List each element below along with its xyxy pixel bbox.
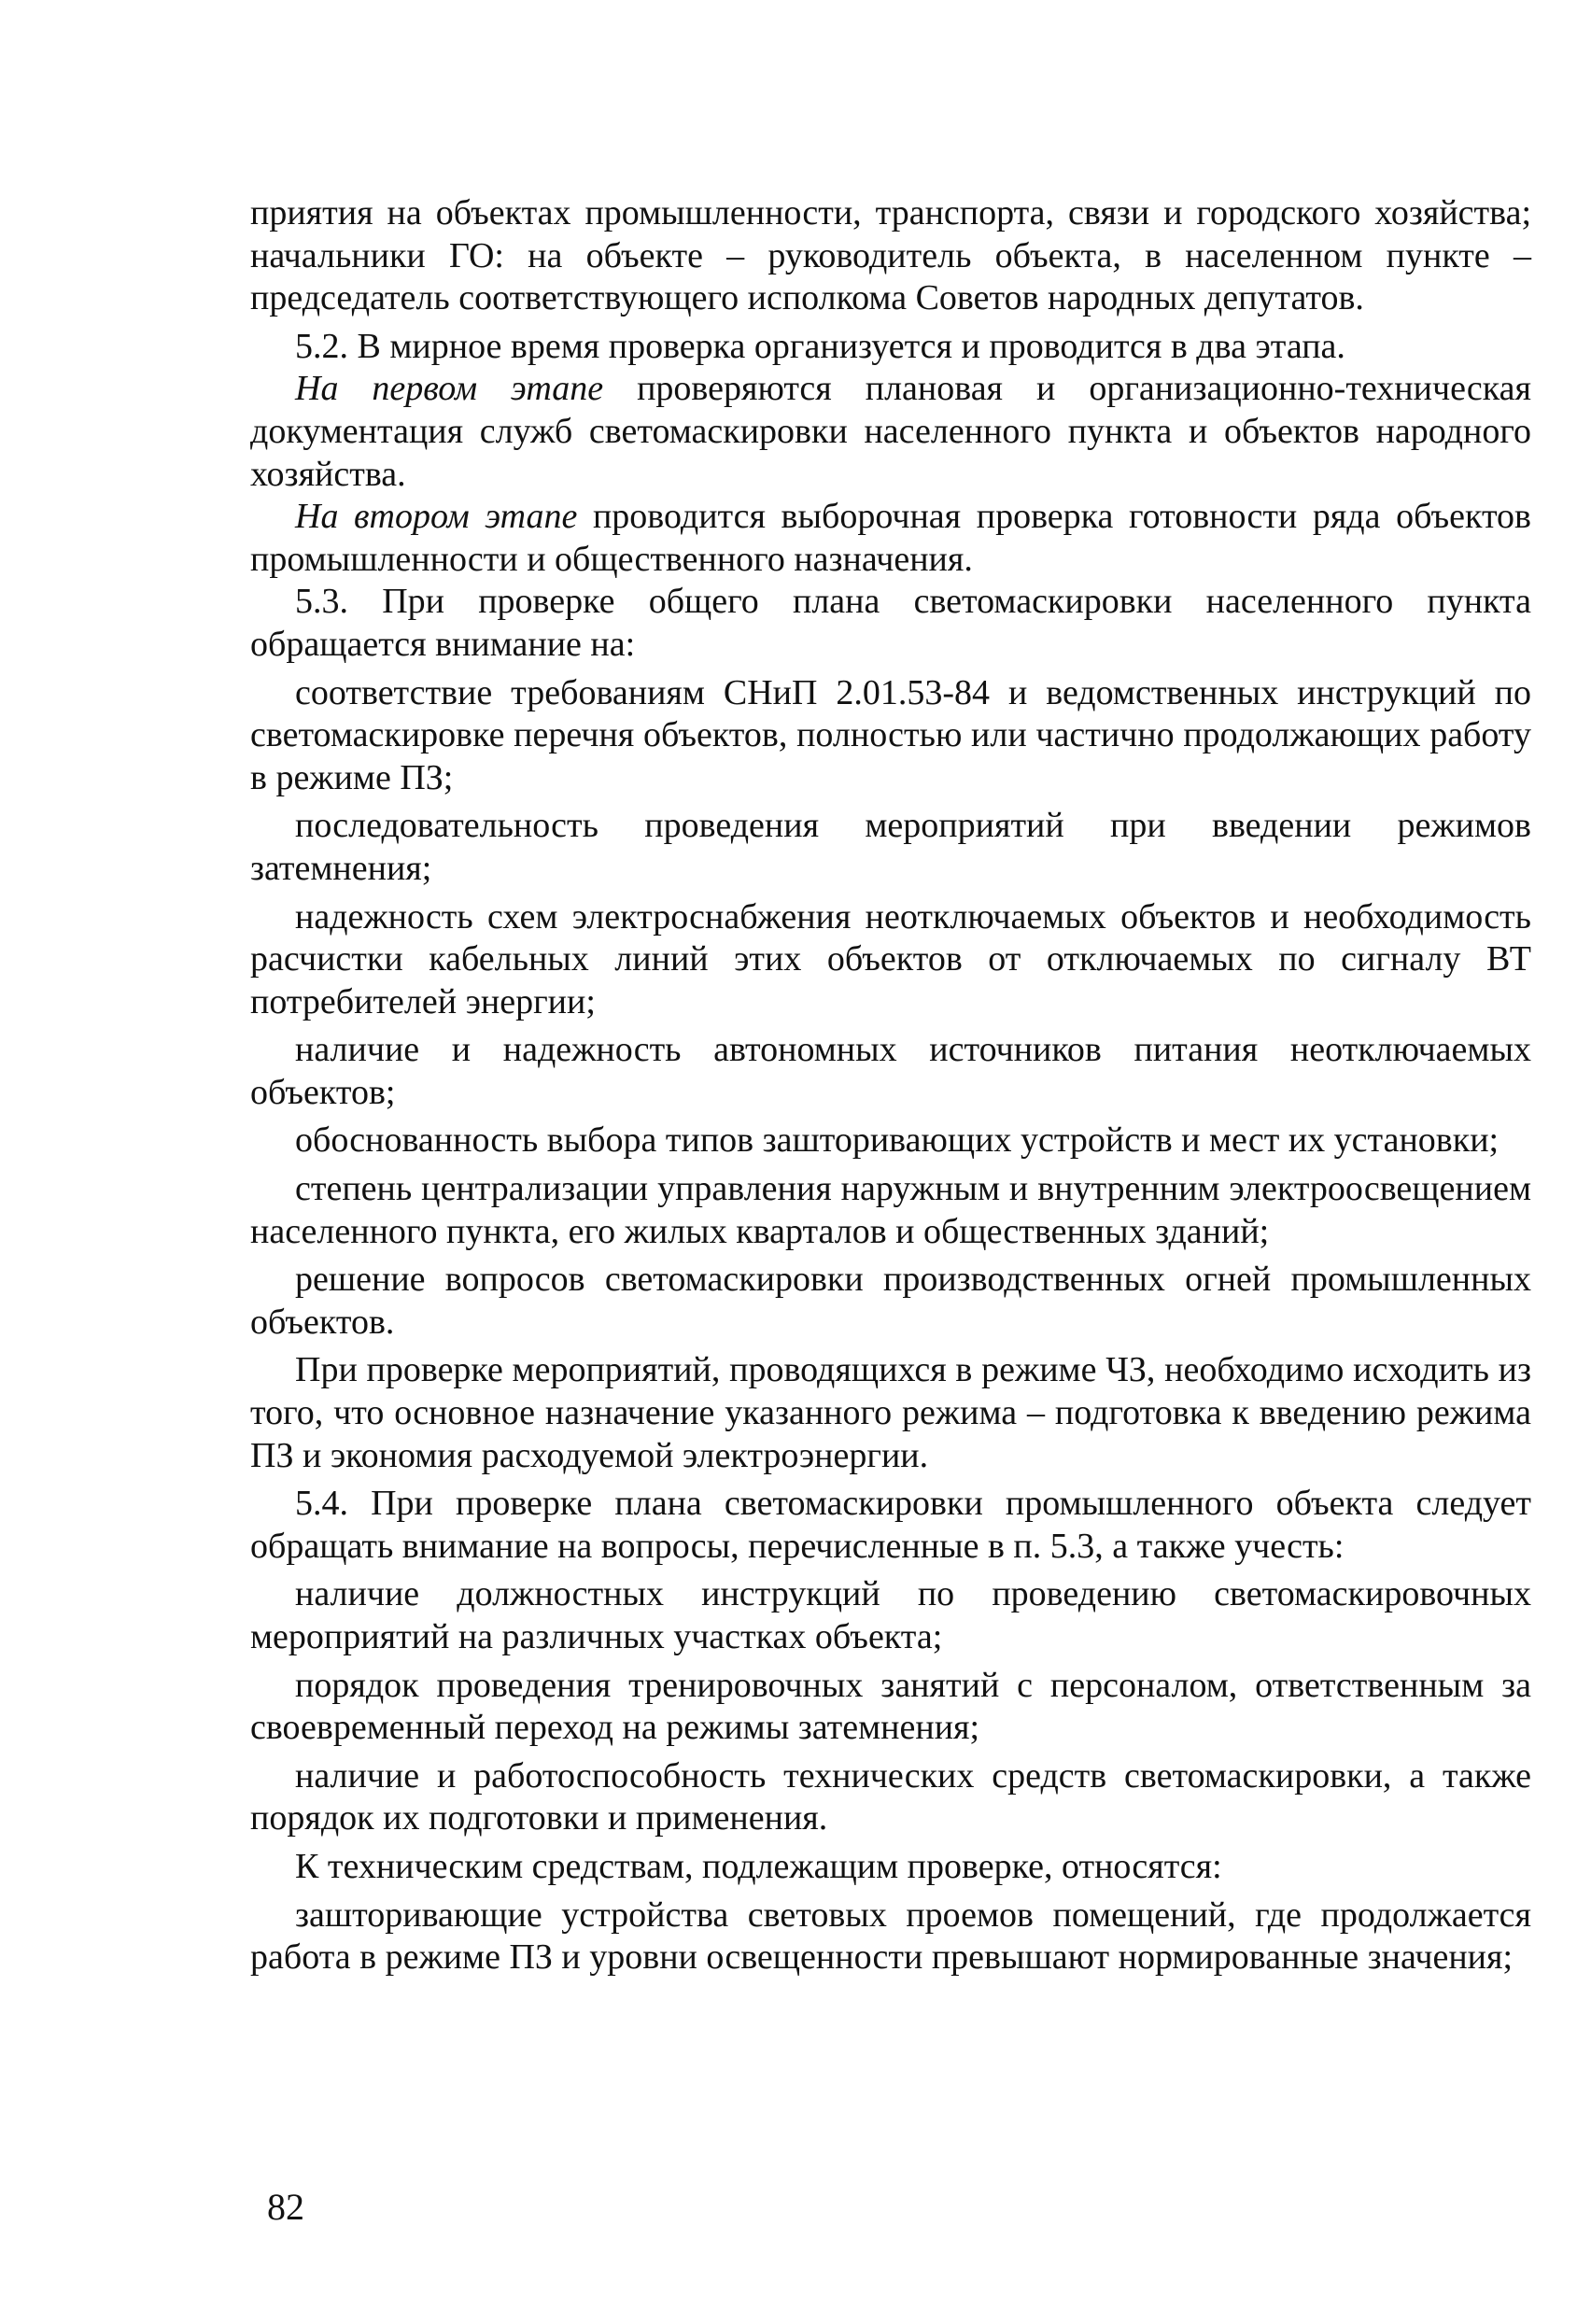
list-item: надежность схем электроснабжения неотключаемых объектов и необходимость расчистки кабельных линий этих объектов от отключаемых по сигналу ВТ потребителей энергии; (250, 896, 1531, 1021)
list-item: зашторивающие устройства световых проемов помещений, где продолжается работа в режиме ПЗ и уровни освещенности превышают нормированные значения; (250, 1894, 1531, 1978)
list-item: порядок проведения тренировочных занятий с персоналом, ответственным за своевременный переход на режимы затемнения; (250, 1665, 1531, 1748)
list-item: последовательность проведения мероприятий при введении режимов затемнения; (250, 806, 1531, 888)
paragraph-section-5-2: 5.2. В мирное время проверка организуется и проводится в два этапа. (295, 326, 1345, 366)
list-item: решение вопросов светомаскировки производственных огней промышленных объектов. (250, 1260, 1531, 1342)
list-item: наличие должностных инструкций по проведению светомаскировочных мероприятий на различных участках объекта; (250, 1574, 1531, 1656)
paragraph-section-5-4: 5.4. При проверке плана светомаскировки промышленного объекта следует обращать внимание на вопросы, перечисленные в п. 5.3, а также учесть: (250, 1484, 1531, 1566)
second-stage-lead: На втором этапе (295, 497, 578, 537)
paragraph-second-stage: На втором этапе проводится выборочная проверка готовности ряда объектов промышленности и общественного назначения. (250, 497, 1531, 579)
list-item: наличие и работоспособность технических средств светомаскировки, а также порядок их подготовки и применения. (250, 1755, 1531, 1838)
document-page (250, 192, 1531, 1979)
paragraph-tech-means: К техническим средствам, подлежащим проверке, относятся: (295, 1846, 1222, 1886)
page-number: 82 (267, 2186, 304, 2228)
list-item: наличие и надежность автономных источников питания неотключаемых объектов; (250, 1030, 1531, 1112)
first-stage-lead: На первом этапе (295, 369, 604, 409)
paragraph-first-stage: На первом этапе проверяются плановая и организационно-техническая документация служб светомаскировки населенного пункта и объектов народного хозяйства. (250, 369, 1531, 494)
paragraph-cz-mode: При проверке мероприятий, проводящихся в режиме ЧЗ, необходимо исходить из того, что основное назначение указанного режима – подготовка к введению режима ПЗ и экономия расходуемой электроэнергии. (250, 1350, 1531, 1475)
list-item: обоснованность выбора типов зашторивающих устройств и мест их установки; (295, 1120, 1499, 1161)
paragraph-continuation: приятия на объектах промышленности, транспорта, связи и городского хозяйства; начальники ГО: на объекте – руководитель объекта, в населенном пункте – председатель соответствующего исполкома Советов народных депутатов. (250, 193, 1531, 318)
paragraph-section-5-3: 5.3. При проверке общего плана светомаскировки населенного пункта обращается внимание на: (250, 582, 1531, 664)
list-item: соответствие требованиям СНиП 2.01.53-84 и ведомственных инструкций по светомаскировке перечня объектов, полностью или частично продолжающих работу в режиме ПЗ; (250, 672, 1531, 797)
list-item: степень централизации управления наружным и внутренним электроосвещением населенного пункта, его жилых кварталов и общественных зданий; (250, 1169, 1531, 1251)
